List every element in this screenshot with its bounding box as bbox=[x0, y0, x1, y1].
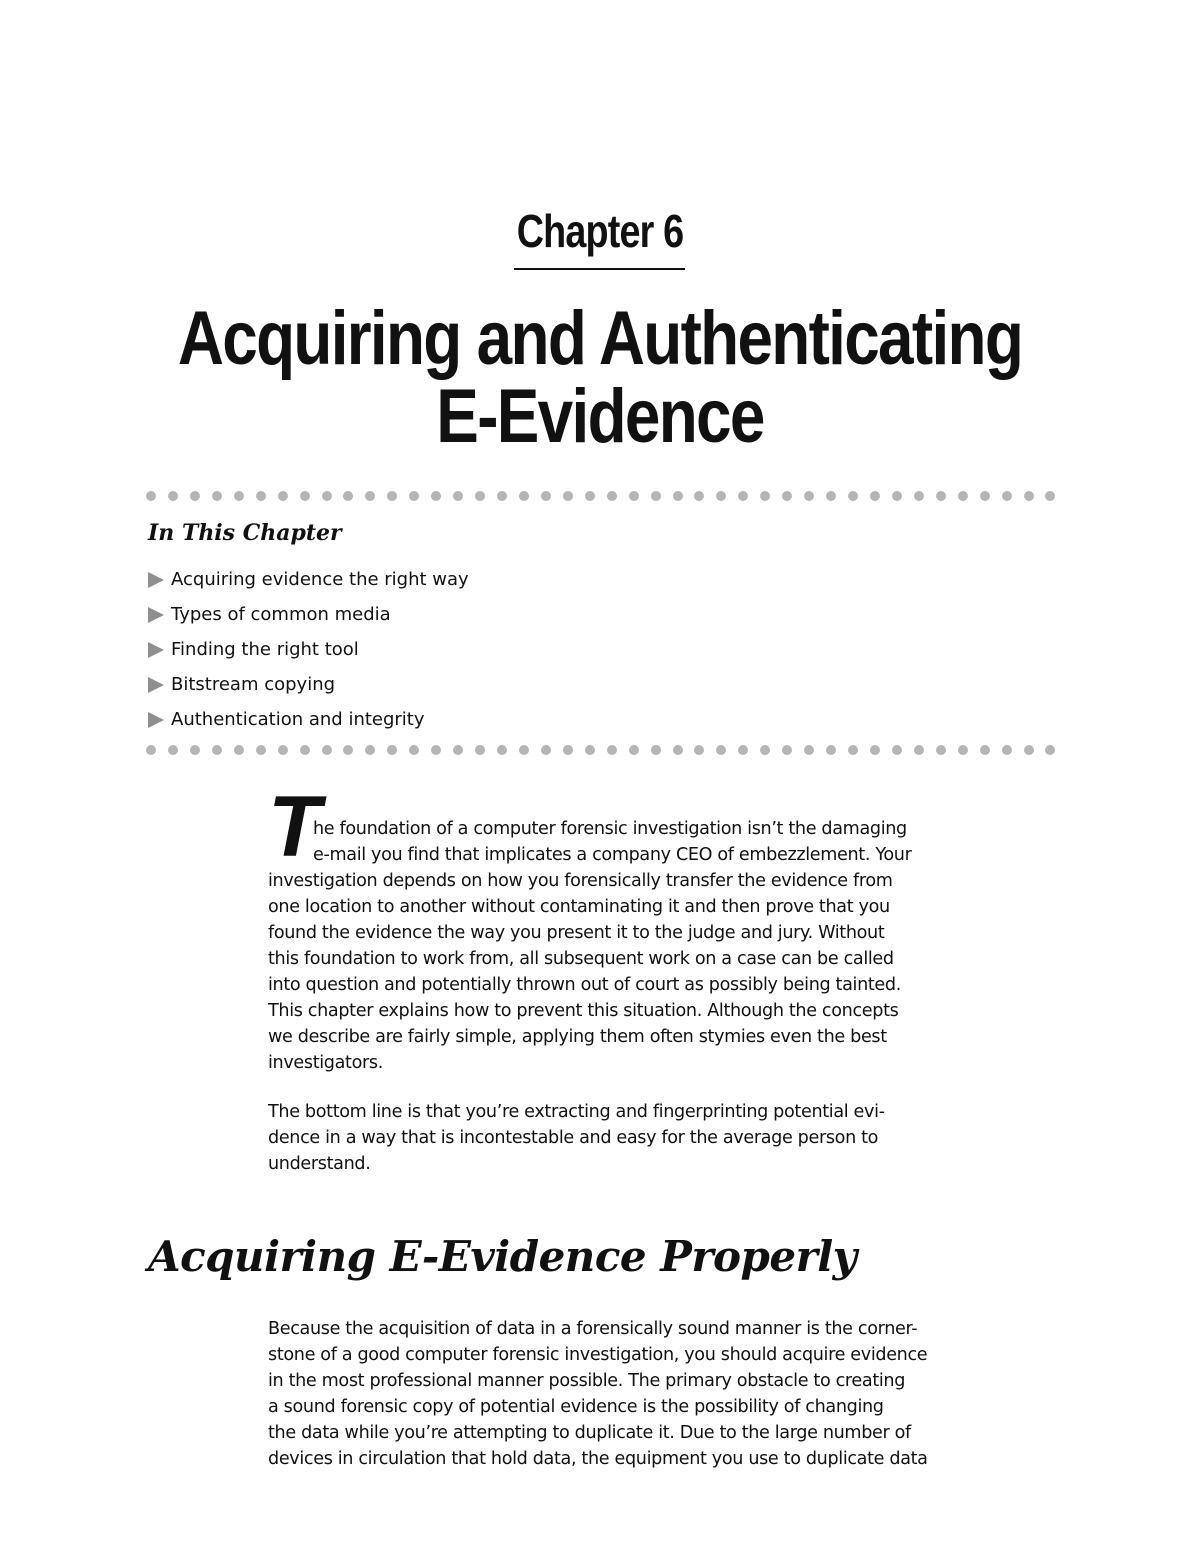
divider-dot bbox=[278, 491, 288, 501]
divider-dot bbox=[1024, 491, 1034, 501]
divider-dot bbox=[519, 491, 529, 501]
divider-dot bbox=[278, 745, 288, 755]
text-line: stone of a good computer forensic investigation, you should acquire evidence bbox=[268, 1345, 928, 1365]
text-line: The bottom line is that you’re extracting and fingerprinting potential evi- bbox=[268, 1102, 885, 1122]
divider-dot bbox=[804, 745, 814, 755]
divider-dot bbox=[607, 745, 617, 755]
divider-dot bbox=[212, 745, 222, 755]
divider-dot bbox=[629, 745, 639, 755]
divider-dot bbox=[190, 491, 200, 501]
divider-dot bbox=[475, 491, 485, 501]
divider-dot bbox=[168, 745, 178, 755]
divider-dot bbox=[212, 491, 222, 501]
divider-dot bbox=[651, 745, 661, 755]
divider-dot bbox=[300, 491, 310, 501]
divider-dot bbox=[387, 745, 397, 755]
divider-dot bbox=[760, 745, 770, 755]
intro-paragraph-1 bbox=[268, 816, 1058, 1076]
text-line: understand. bbox=[268, 1154, 371, 1174]
divider-dot bbox=[1002, 491, 1012, 501]
divider-dot bbox=[453, 491, 463, 501]
divider-dot bbox=[848, 745, 858, 755]
divider-dot bbox=[322, 491, 332, 501]
text-line: he foundation of a computer forensic investigation isn’t the damaging bbox=[313, 819, 907, 839]
divider-dot bbox=[409, 745, 419, 755]
divider-dot bbox=[1045, 745, 1055, 755]
divider-dot bbox=[716, 745, 726, 755]
divider-dot bbox=[804, 491, 814, 501]
divider-dot bbox=[387, 491, 397, 501]
divider-dot bbox=[629, 491, 639, 501]
text-line: we describe are fairly simple, applying them often stymies even the best bbox=[268, 1027, 887, 1047]
divider-dot bbox=[146, 745, 156, 755]
bullet-arrow-icon bbox=[148, 642, 164, 658]
text-line: Because the acquisition of data in a forensically sound manner is the corner- bbox=[268, 1319, 918, 1339]
bullet-arrow-icon bbox=[148, 677, 164, 693]
divider-dot bbox=[541, 491, 551, 501]
text-line: e-mail you find that implicates a company CEO of embezzlement. Your bbox=[313, 845, 912, 865]
divider-dot bbox=[936, 491, 946, 501]
divider-dot bbox=[1024, 745, 1034, 755]
text-line: dence in a way that is incontestable and easy for the average person to bbox=[268, 1128, 879, 1148]
drop-cap: T bbox=[268, 779, 321, 875]
bullet-arrow-icon bbox=[148, 572, 164, 588]
text-line: the data while you’re attempting to duplicate it. Due to the large number of bbox=[268, 1423, 911, 1443]
bullet-arrow-icon bbox=[148, 607, 164, 623]
text-line: in the most professional manner possible. The primary obstacle to creating bbox=[268, 1371, 906, 1391]
text-line: devices in circulation that hold data, the equipment you use to duplicate data bbox=[268, 1449, 928, 1469]
divider-dot bbox=[738, 745, 748, 755]
divider-dot bbox=[168, 491, 178, 501]
chapter-number: Chapter 6 bbox=[516, 205, 684, 257]
divider-dot bbox=[760, 491, 770, 501]
topic-text: Bitstream copying bbox=[171, 674, 336, 695]
divider-dot bbox=[694, 491, 704, 501]
divider-dot bbox=[409, 491, 419, 501]
divider-dot bbox=[563, 745, 573, 755]
chapter-topics-list bbox=[148, 562, 469, 737]
text-line: investigation depends on how you forensically transfer the evidence from bbox=[268, 871, 893, 891]
divider-dot bbox=[343, 745, 353, 755]
divider-dot bbox=[673, 745, 683, 755]
divider-dot bbox=[431, 491, 441, 501]
dotted-divider-bottom bbox=[146, 744, 1056, 756]
text-line: into question and potentially thrown out of court as possibly being tainted. bbox=[268, 975, 901, 995]
list-item bbox=[148, 667, 469, 702]
chapter-title-line-2: E-Evidence bbox=[436, 374, 764, 459]
divider-dot bbox=[365, 745, 375, 755]
text-line: This chapter explains how to prevent this situation. Although the concepts bbox=[268, 1001, 899, 1021]
divider-dot bbox=[738, 491, 748, 501]
divider-dot bbox=[431, 745, 441, 755]
divider-dot bbox=[892, 745, 902, 755]
divider-dot bbox=[980, 745, 990, 755]
divider-dot bbox=[300, 745, 310, 755]
divider-dot bbox=[826, 745, 836, 755]
divider-dot bbox=[716, 491, 726, 501]
divider-dot bbox=[673, 491, 683, 501]
divider-dot bbox=[980, 491, 990, 501]
section-paragraph bbox=[268, 1316, 1058, 1472]
divider-dot bbox=[541, 745, 551, 755]
divider-dot bbox=[256, 491, 266, 501]
text-line: found the evidence the way you present it to the judge and jury. Without bbox=[268, 923, 885, 943]
section-heading: Acquiring E-Evidence Properly bbox=[148, 1232, 857, 1281]
topic-text: Finding the right tool bbox=[171, 639, 359, 660]
list-item bbox=[148, 597, 469, 632]
list-item bbox=[148, 562, 469, 597]
topic-text: Acquiring evidence the right way bbox=[171, 569, 469, 590]
divider-dot bbox=[892, 491, 902, 501]
divider-dot bbox=[343, 491, 353, 501]
topic-text: Authentication and integrity bbox=[171, 709, 425, 730]
list-item bbox=[148, 702, 469, 737]
divider-dot bbox=[607, 491, 617, 501]
text-line: one location to another without contaminating it and then prove that you bbox=[268, 897, 890, 917]
divider-dot bbox=[146, 491, 156, 501]
divider-dot bbox=[694, 745, 704, 755]
divider-dot bbox=[914, 745, 924, 755]
chapter-title bbox=[96, 296, 1104, 459]
divider-dot bbox=[782, 491, 792, 501]
in-this-chapter-heading: In This Chapter bbox=[148, 520, 342, 546]
divider-dot bbox=[365, 491, 375, 501]
text-line: this foundation to work from, all subsequent work on a case can be called bbox=[268, 949, 894, 969]
divider-dot bbox=[958, 491, 968, 501]
bullet-arrow-icon bbox=[148, 712, 164, 728]
divider-dot bbox=[190, 745, 200, 755]
divider-dot bbox=[585, 745, 595, 755]
divider-dot bbox=[651, 491, 661, 501]
divider-dot bbox=[1002, 745, 1012, 755]
divider-dot bbox=[936, 745, 946, 755]
divider-dot bbox=[958, 745, 968, 755]
divider-dot bbox=[848, 491, 858, 501]
divider-dot bbox=[475, 745, 485, 755]
text-line: investigators. bbox=[268, 1053, 383, 1073]
divider-dot bbox=[256, 745, 266, 755]
topic-text: Types of common media bbox=[171, 604, 391, 625]
divider-dot bbox=[585, 491, 595, 501]
divider-dot bbox=[1045, 491, 1055, 501]
divider-dot bbox=[563, 491, 573, 501]
intro-paragraph-2 bbox=[268, 1099, 1058, 1177]
chapter-title-line-1: Acquiring and Authenticating bbox=[177, 296, 1023, 381]
list-item bbox=[148, 632, 469, 667]
divider-dot bbox=[519, 745, 529, 755]
divider-dot bbox=[497, 745, 507, 755]
divider-dot bbox=[453, 745, 463, 755]
divider-dot bbox=[782, 745, 792, 755]
divider-dot bbox=[234, 491, 244, 501]
divider-dot bbox=[322, 745, 332, 755]
text-line: a sound forensic copy of potential evidence is the possibility of changing bbox=[268, 1397, 884, 1417]
divider-dot bbox=[826, 491, 836, 501]
divider-dot bbox=[497, 491, 507, 501]
divider-dot bbox=[870, 491, 880, 501]
divider-dot bbox=[914, 491, 924, 501]
dotted-divider-top bbox=[146, 490, 1056, 502]
divider-dot bbox=[234, 745, 244, 755]
divider-dot bbox=[870, 745, 880, 755]
chapter-underline bbox=[514, 268, 685, 270]
